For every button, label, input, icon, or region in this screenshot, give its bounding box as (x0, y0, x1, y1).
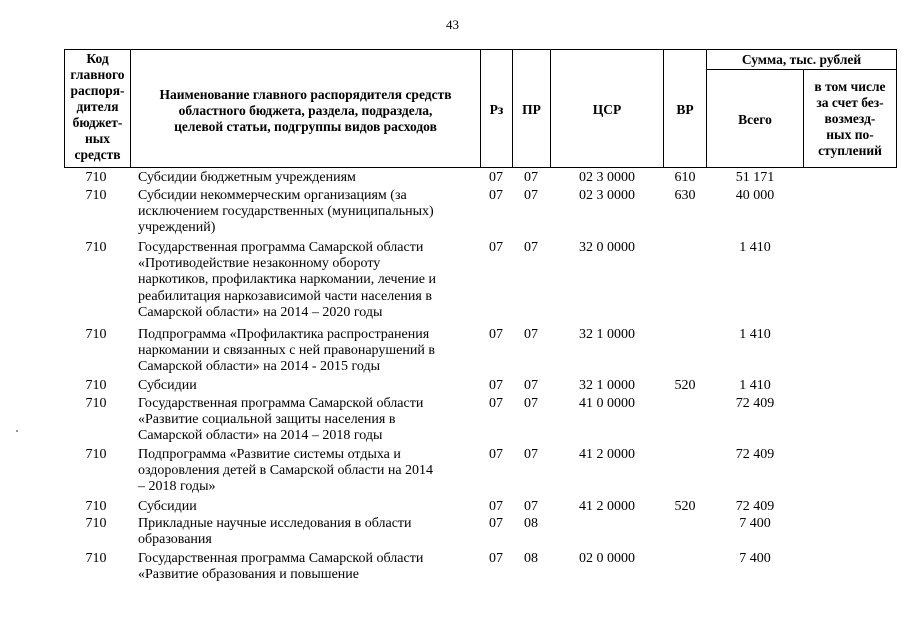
row-csr: 02 0 0000 (579, 551, 635, 566)
row-csr: 32 1 0000 (579, 327, 635, 342)
row-pr: 07 (524, 170, 538, 185)
row-csr: 02 3 0000 (579, 170, 635, 185)
row-rz: 07 (489, 551, 503, 566)
row-code: 710 (85, 551, 107, 566)
row-rz: 07 (489, 170, 503, 185)
header-csr: ЦСР (592, 102, 622, 117)
row-rz: 07 (489, 396, 503, 411)
row-csr: 41 2 0000 (579, 499, 635, 514)
row-code: 710 (85, 240, 107, 255)
row-total: 72 409 (735, 396, 775, 411)
header-sum: Сумма, тыс. рублей (741, 52, 862, 67)
row-name: Государственная программа Самарской области «Противодействие незаконному обороту наркотиков, профилактика наркомании, лечение и реабилитация наркозависимой части населения в Самарской области» на 2014 – 2020 годы (138, 240, 436, 320)
row-code: 710 (85, 516, 107, 531)
header-name: Наименование главного распорядителя средств областного бюджета, раздела, подраздела, целевой статьи, подгруппы видов расходов (159, 87, 452, 134)
row-total: 1 410 (739, 327, 771, 342)
row-total: 51 171 (735, 170, 775, 185)
row-csr: 41 2 0000 (579, 447, 635, 462)
row-rz: 07 (489, 240, 503, 255)
row-total: 72 409 (735, 499, 775, 514)
row-name: Субсидии бюджетным учреждениям (138, 170, 356, 185)
header-pr: ПР (522, 102, 541, 117)
row-code: 710 (85, 188, 107, 203)
row-pr: 07 (524, 188, 538, 203)
row-name: Подпрограмма «Профилактика распространения наркомании и связанных с ней правонарушений в Самарской области» на 2014 - 2015 годы (138, 327, 435, 375)
row-name: Подпрограмма «Развитие системы отдыха и оздоровления детей в Самарской области на 2014 – 2018 годы» (138, 447, 434, 495)
row-pr: 07 (524, 396, 538, 411)
row-csr: 32 1 0000 (579, 378, 635, 393)
row-vr: 520 (674, 378, 696, 393)
row-rz: 07 (489, 378, 503, 393)
header-nonfree: в том числе за счет без- возмезд- ных по- ступлений (814, 79, 886, 158)
row-total: 40 000 (735, 188, 775, 203)
row-code: 710 (85, 447, 107, 462)
row-name: Государственная программа Самарской области «Развитие социальной защиты населения в Самарской области» на 2014 – 2018 годы (138, 396, 424, 444)
row-rz: 07 (489, 499, 503, 514)
row-pr: 07 (524, 447, 538, 462)
row-total: 7 400 (739, 551, 771, 566)
row-code: 710 (85, 499, 107, 514)
row-name: Прикладные научные исследования в области образования (138, 516, 412, 548)
row-code: 710 (85, 396, 107, 411)
row-code: 710 (85, 170, 107, 185)
row-total: 7 400 (739, 516, 771, 531)
header-rz: Рз (489, 102, 504, 117)
row-name: Субсидии (138, 499, 197, 514)
row-vr: 630 (674, 188, 696, 203)
row-csr: 41 0 0000 (579, 396, 635, 411)
row-vr: 610 (674, 170, 696, 185)
row-total: 1 410 (739, 378, 771, 393)
page-number: 43 (446, 17, 459, 32)
row-total: 72 409 (735, 447, 775, 462)
row-pr: 07 (524, 240, 538, 255)
row-code: 710 (85, 378, 107, 393)
row-name: Субсидии некоммерческим организациям (за исключением государственных (муниципальных) учреждений) (138, 188, 434, 236)
row-pr: 08 (524, 516, 538, 531)
row-total: 1 410 (739, 240, 771, 255)
row-csr: 32 0 0000 (579, 240, 635, 255)
row-rz: 07 (489, 516, 503, 531)
col-divider (896, 49, 897, 168)
row-rz: 07 (489, 327, 503, 342)
row-name: Субсидии (138, 378, 197, 393)
row-pr: 08 (524, 551, 538, 566)
header-vr: ВР (676, 102, 694, 117)
row-pr: 07 (524, 499, 538, 514)
row-vr: 520 (674, 499, 696, 514)
row-pr: 07 (524, 378, 538, 393)
header-code: Код главного распоря- дителя бюджет- ных средств (70, 51, 125, 162)
row-rz: 07 (489, 447, 503, 462)
scan-speck (16, 430, 18, 432)
row-code: 710 (85, 327, 107, 342)
row-csr: 02 3 0000 (579, 188, 635, 203)
row-rz: 07 (489, 188, 503, 203)
sum-divider (706, 69, 897, 70)
row-name: Государственная программа Самарской области «Развитие образования и повышение (138, 551, 424, 583)
header-total: Всего (738, 112, 772, 127)
row-pr: 07 (524, 327, 538, 342)
